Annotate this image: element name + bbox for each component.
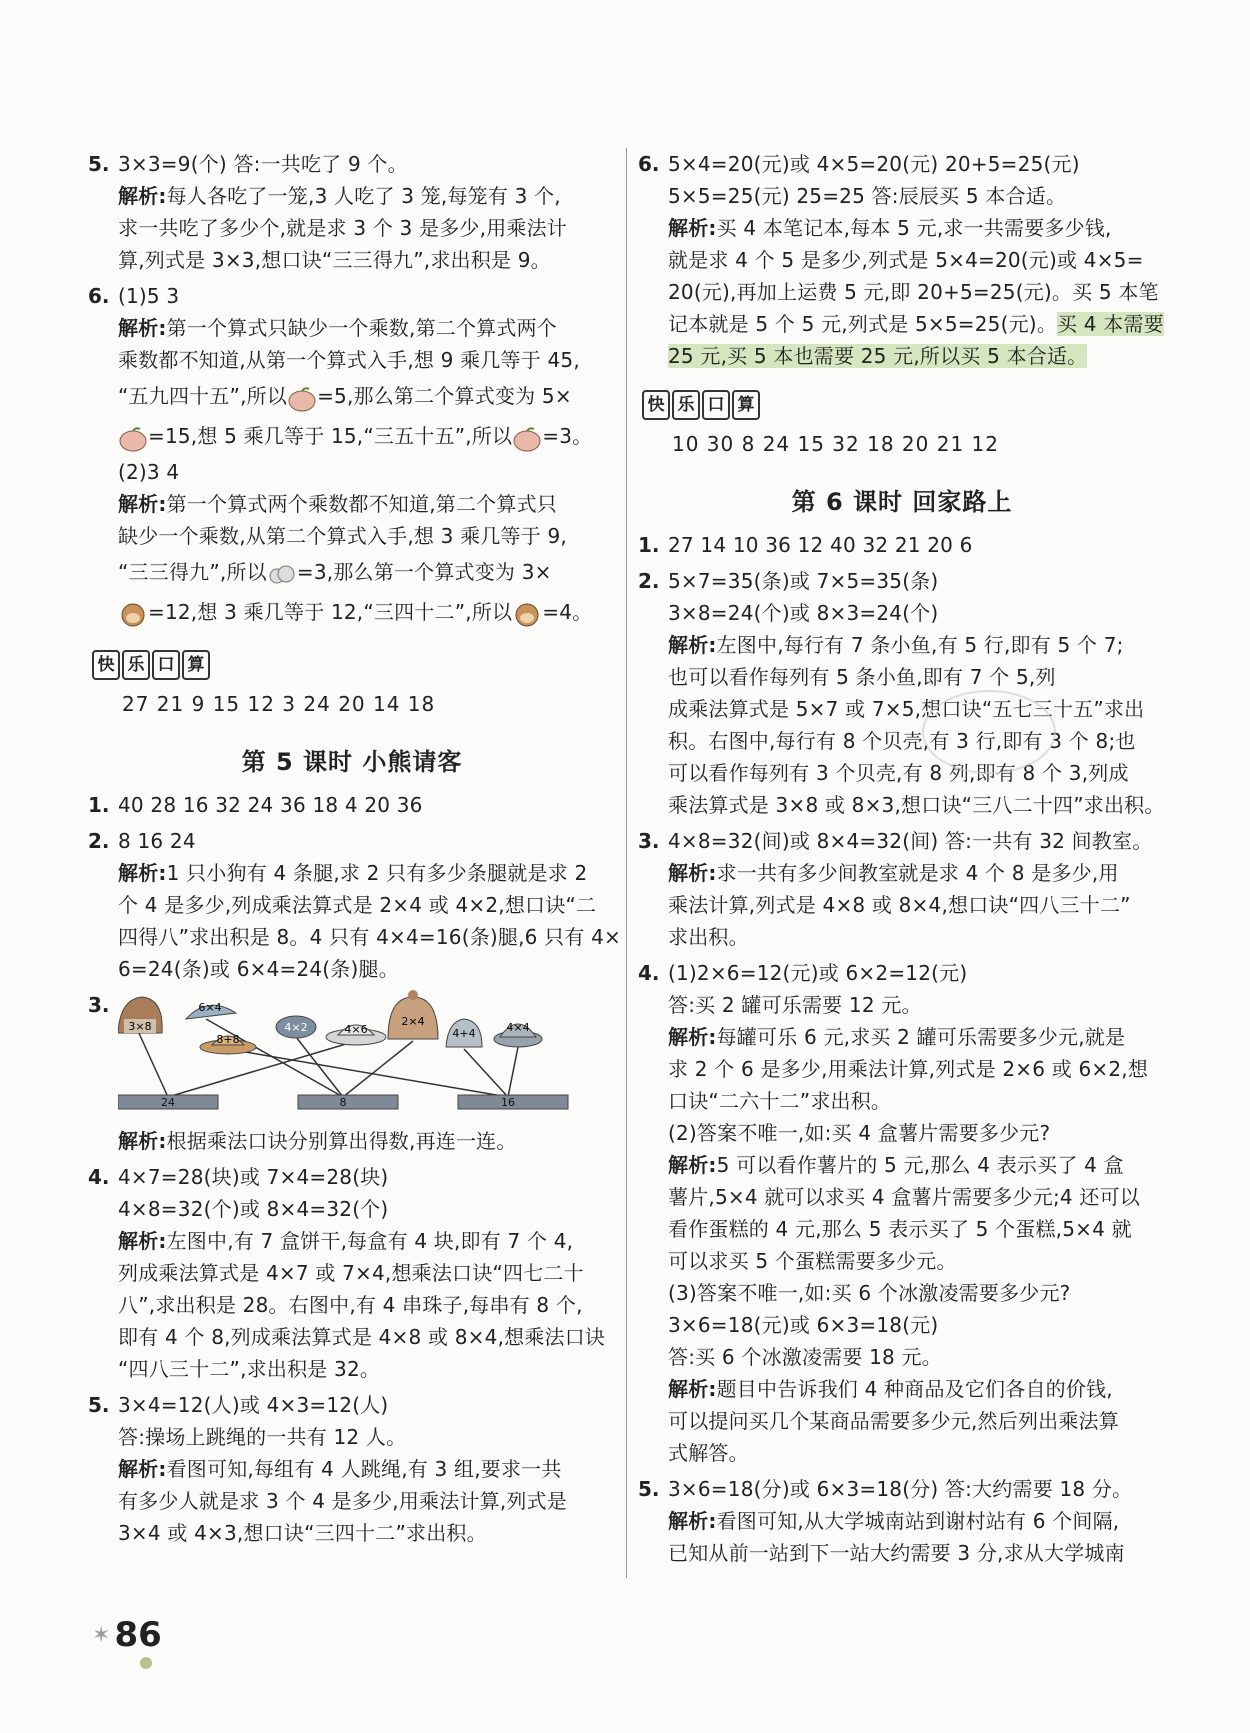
analysis-text: 求 2 个 6 是多少,用乘法计算,列式是 2×6 或 6×2,想: [668, 1057, 1149, 1081]
analysis-text: =5,那么第二个算式变为 5×: [317, 384, 572, 408]
hat-label: 4×6: [344, 1023, 368, 1036]
analysis-label: 解析:: [668, 216, 717, 240]
hat-label: 3×8: [128, 1020, 152, 1033]
s5-question-2: [88, 825, 621, 985]
analysis-text: 6=24(条)或 6×4=24(条)腿。: [118, 957, 399, 981]
analysis-text: 可以看作每列有 3 个贝壳,有 8 列,即有 8 个 3,列成: [668, 761, 1129, 785]
question-number: 5.: [88, 152, 110, 176]
matching-diagram: [118, 989, 598, 1119]
analysis-label: 解析:: [118, 1457, 167, 1481]
answer-line: (1)2×6=12(元)或 6×2=12(元): [668, 961, 968, 985]
analysis-text: 看图可知,每组有 4 人跳绳,有 3 组,要求一共: [166, 1457, 562, 1481]
answer-line: 3×6=18(元)或 6×3=18(元): [668, 1313, 939, 1337]
analysis-label: 解析:: [118, 861, 167, 885]
s6-question-4: [638, 957, 1162, 1469]
cloud-icon: [267, 561, 297, 587]
question-number: 3.: [88, 993, 110, 1017]
analysis-text: 有多少人就是求 3 个 4 是多少,用乘法计算,列式是: [118, 1489, 567, 1513]
analysis-text: =12,想 3 乘几等于 12,“三四十二”,所以: [148, 600, 513, 624]
analysis-text: “五九四十五”,所以: [118, 384, 288, 408]
badge-char: 口: [702, 390, 730, 420]
hat-4: [276, 1016, 316, 1038]
analysis-text: 记本就是 5 个 5 元,列式是 5×5=25(元)。: [668, 312, 1058, 336]
badge-char: 算: [182, 650, 210, 680]
question-number: 1.: [88, 793, 110, 817]
hat-label: 4×2: [284, 1021, 308, 1034]
analysis-text: 求一共有多少间教室就是求 4 个 8 是多少,用: [716, 861, 1119, 885]
analysis-text: 根据乘法口诀分别算出得数,再连一连。: [166, 1129, 517, 1153]
peach-icon: [512, 425, 542, 451]
answer-line: (2)答案不唯一,如:买 4 盒薯片需要多少元?: [668, 1121, 1051, 1145]
analysis-text: 算,列式是 3×3,想口诀“三三得九”,求出积是 9。: [118, 248, 551, 272]
hat-label: 4+4: [452, 1027, 476, 1040]
analysis-text: 乘数都不知道,从第一个算式入手,想 9 乘几等于 45,: [118, 348, 580, 372]
analysis-text: 买 4 本笔记本,每本 5 元,求一共需要多少钱,: [716, 216, 1112, 240]
hat-7: [446, 1019, 482, 1047]
peach-icon: [118, 425, 148, 451]
highlighted-text: 买 4 本需要: [1057, 312, 1164, 336]
analysis-text: 求出积。: [668, 925, 749, 949]
analysis-label: 解析:: [118, 184, 167, 208]
analysis-text: 可以提问买几个某商品需要多少元,然后列出乘法算: [668, 1409, 1119, 1433]
question-6-right: [638, 148, 1164, 372]
hat-8: [494, 1021, 542, 1047]
analysis-text: 四得八”求出积是 8。4 只有 4×4=16(条)腿,6 只有 4×: [118, 925, 621, 949]
scarf-3: [458, 1095, 568, 1109]
hats-scarves-illustration: [118, 989, 612, 1119]
analysis-text: 可以求买 5 个蛋糕需要多少元。: [668, 1249, 957, 1273]
question-number: 4.: [638, 961, 660, 985]
s5-question-5: [88, 1389, 612, 1549]
scarf-2: [298, 1095, 398, 1109]
analysis-text: 左图中,每行有 7 条小鱼,有 5 行,即有 5 个 7;: [716, 633, 1124, 657]
scarf-label: 8: [339, 1096, 347, 1109]
analysis-text: 八”,求出积是 28。右图中,有 4 串珠子,每串有 8 个,: [118, 1293, 583, 1317]
analysis-label: 解析:: [668, 633, 717, 657]
analysis-text: =3,那么第一个算式变为 3×: [296, 560, 552, 584]
monkey-icon: [512, 601, 542, 627]
section-title: 第 6 课时 回家路上: [791, 488, 1013, 516]
question-5: [88, 148, 612, 276]
badge-char: 算: [732, 390, 760, 420]
question-number: 5.: [88, 1393, 110, 1417]
s6-question-1: [638, 529, 1162, 561]
hat-label: 4×4: [506, 1021, 530, 1034]
answer-line: 3×4=12(人)或 4×3=12(人): [118, 1393, 389, 1417]
analysis-label: 解析:: [668, 861, 717, 885]
analysis-label: 解析:: [118, 1129, 167, 1153]
analysis-text: 20(元),再加上运费 5 元,即 20+5=25(元)。买 5 本笔: [668, 280, 1159, 304]
analysis-text: 左图中,有 7 盒饼干,每盒有 4 块,即有 7 个 4,: [166, 1229, 574, 1253]
badge-char: 乐: [672, 390, 700, 420]
badge-char: 乐: [122, 650, 150, 680]
analysis-text: 看作蛋糕的 4 元,那么 5 表示买了 5 个蛋糕,5×4 就: [668, 1217, 1132, 1241]
answer-line: 4×8=32(个)或 8×4=32(个): [118, 1197, 389, 1221]
analysis-text: 求一共吃了多少个,就是求 3 个 3 是多少,用乘法计: [118, 216, 567, 240]
analysis-text: 5 可以看作薯片的 5 元,那么 4 表示买了 4 盒: [716, 1153, 1124, 1177]
answer-line: 5×5=25(元) 25=25 答:辰辰买 5 本合适。: [668, 184, 1067, 208]
analysis-text: 列成乘法算式是 4×7 或 7×4,想乘法口诀“四七二十: [118, 1261, 584, 1285]
answer-line: 答:买 6 个冰激凌需要 18 元。: [668, 1345, 942, 1369]
question-number: 6.: [638, 152, 660, 176]
analysis-label: 解析:: [118, 316, 167, 340]
analysis-text: =15,想 5 乘几等于 15,“三五十五”,所以: [148, 424, 513, 448]
section-title: 第 5 课时 小熊请客: [241, 748, 463, 776]
question-6: [88, 280, 612, 632]
answer-line: (1)5 3: [118, 284, 180, 308]
hat-5: [326, 1023, 386, 1045]
column-divider: [626, 148, 627, 1578]
monkey-icon: [118, 601, 148, 627]
analysis-text: 乘法计算,列式是 4×8 或 8×4,想口诀“四八三十二”: [668, 893, 1131, 917]
analysis-text: 第一个算式两个乘数都不知道,第二个算式只: [166, 492, 557, 516]
hat-3: [200, 1033, 256, 1054]
question-number: 2.: [638, 569, 660, 593]
answer-line: 4×8=32(间)或 8×4=32(间) 答:一共有 32 间教室。: [668, 829, 1153, 853]
scarf-1: [118, 1095, 218, 1109]
s6-question-5: [638, 1473, 1162, 1569]
answer-line: 5×4=20(元)或 4×5=20(元) 20+5=25(元): [668, 152, 1080, 176]
page-dot-icon: [140, 1657, 152, 1669]
analysis-text: 即有 4 个 8,列成乘法算式是 4×8 或 8×4,想乘法口诀: [118, 1325, 606, 1349]
analysis-text: 第一个算式只缺少一个乘数,第二个算式两个: [166, 316, 557, 340]
star-icon: ✶: [92, 1622, 111, 1648]
s6-question-2: [638, 565, 1165, 821]
analysis-text: 题目中告诉我们 4 种商品及它们各自的价钱,: [716, 1377, 1113, 1401]
analysis-text: 乘法算式是 3×8 或 8×3,想口诀“三八二十四”求出积。: [668, 793, 1165, 817]
answer-line: 3×6=18(分)或 6×3=18(分) 答:大约需要 18 分。: [668, 1477, 1133, 1501]
analysis-text: 式解答。: [668, 1441, 749, 1465]
analysis-text: 每罐可乐 6 元,求买 2 罐可乐需要多少元,就是: [716, 1025, 1126, 1049]
quick-calc-answers: 27 21 9 15 12 3 24 20 14 18: [122, 692, 436, 716]
badge-char: 快: [92, 650, 120, 680]
left-column: [88, 148, 621, 1553]
analysis-label: 解析:: [118, 1229, 167, 1253]
answer-line: 答:买 2 罐可乐需要 12 元。: [668, 993, 922, 1017]
quick-calc-badge: [642, 390, 1162, 420]
analysis-text: 也可以看作每列有 5 条小鱼,即有 7 个 5,列: [668, 665, 1056, 689]
analysis-text: 积。右图中,每行有 8 个贝壳,有 3 行,即有 3 个 8;也: [668, 729, 1136, 753]
question-number: 1.: [638, 533, 660, 557]
hat-6: [388, 990, 438, 1039]
badge-char: 口: [152, 650, 180, 680]
question-number: 4.: [88, 1165, 110, 1189]
answer-line: 8 16 24: [118, 829, 196, 853]
answer-line: 40 28 16 32 24 36 18 4 20 36: [118, 793, 423, 817]
peach-icon: [287, 385, 317, 411]
analysis-text: =4。: [542, 600, 593, 624]
analysis-text: =3。: [542, 424, 593, 448]
analysis-text: 成乘法算式是 5×7 或 7×5,想口诀“五七三十五”求出: [668, 697, 1145, 721]
analysis-label: 解析:: [668, 1377, 717, 1401]
page-number-text: 86: [114, 1615, 162, 1655]
scarf-label: 24: [161, 1096, 175, 1109]
answer-line: 4×7=28(块)或 7×4=28(块): [118, 1165, 389, 1189]
analysis-label: 解析:: [668, 1509, 717, 1533]
answer-line: 5×7=35(条)或 7×5=35(条): [668, 569, 939, 593]
quick-calc-answers: 10 30 8 24 15 32 18 20 21 12: [672, 432, 999, 456]
s5-question-4: [88, 1161, 612, 1385]
analysis-text: 已知从前一站到下一站大约需要 3 分,求从大学城南: [668, 1541, 1125, 1565]
hat-label: 2×4: [401, 1015, 425, 1028]
analysis-text: “三三得九”,所以: [118, 560, 267, 584]
analysis-text: 缺少一个乘数,从第二个算式入手,想 3 乘几等于 9,: [118, 524, 567, 548]
question-number: 3.: [638, 829, 660, 853]
question-number: 5.: [638, 1477, 660, 1501]
analysis-text: 个 4 是多少,列成乘法算式是 2×4 或 4×2,想口诀“二: [118, 893, 597, 917]
scarf-label: 16: [501, 1096, 515, 1109]
right-column: [638, 148, 1165, 1573]
question-number: 2.: [88, 829, 110, 853]
s5-question-1: [88, 789, 612, 821]
answer-line: 3×3=9(个) 答:一共吃了 9 个。: [118, 152, 408, 176]
answer-line: (3)答案不唯一,如:买 6 个冰激凌需要多少元?: [668, 1281, 1071, 1305]
answer-line: 3×8=24(个)或 8×3=24(个): [668, 601, 939, 625]
page-number: [92, 1615, 162, 1655]
answer-line: 答:操场上跳绳的一共有 12 人。: [118, 1425, 407, 1449]
analysis-text: 1 只小狗有 4 条腿,求 2 只有多少条腿就是求 2: [166, 861, 588, 885]
badge-char: 快: [642, 390, 670, 420]
analysis-text: 3×4 或 4×3,想口诀“三四十二”求出积。: [118, 1521, 487, 1545]
answer-line: 27 14 10 36 12 40 32 21 20 6: [668, 533, 973, 557]
analysis-label: 解析:: [118, 492, 167, 516]
analysis-text: “四八三十二”,求出积是 32。: [118, 1357, 381, 1381]
analysis-text: 薯片,5×4 就可以求买 4 盒薯片需要多少元;4 还可以: [668, 1185, 1140, 1209]
stamp-seal: [922, 690, 1056, 774]
analysis-text: 就是求 4 个 5 是多少,列式是 5×4=20(元)或 4×5=: [668, 248, 1144, 272]
s5-question-3: [88, 989, 612, 1157]
question-number: 6.: [88, 284, 110, 308]
hat-2: [186, 1001, 236, 1019]
hat-label: 6×4: [198, 1001, 222, 1014]
analysis-label: 解析:: [668, 1153, 717, 1177]
s6-question-3: [638, 825, 1162, 953]
quick-calc-badge: [92, 650, 612, 680]
analysis-text: 看图可知,从大学城南站到谢村站有 6 个间隔,: [716, 1509, 1120, 1533]
analysis-text: 每人各吃了一笼,3 人吃了 3 笼,每笼有 3 个,: [166, 184, 561, 208]
analysis-text: 口诀“二六十二”求出积。: [668, 1089, 892, 1113]
hat-1: [118, 997, 162, 1033]
highlighted-text: 25 元,买 5 本也需要 25 元,所以买 5 本合适。: [668, 344, 1088, 368]
analysis-label: 解析:: [668, 1025, 717, 1049]
hat-label: 8+8: [216, 1033, 240, 1046]
answer-line: (2)3 4: [118, 460, 180, 484]
